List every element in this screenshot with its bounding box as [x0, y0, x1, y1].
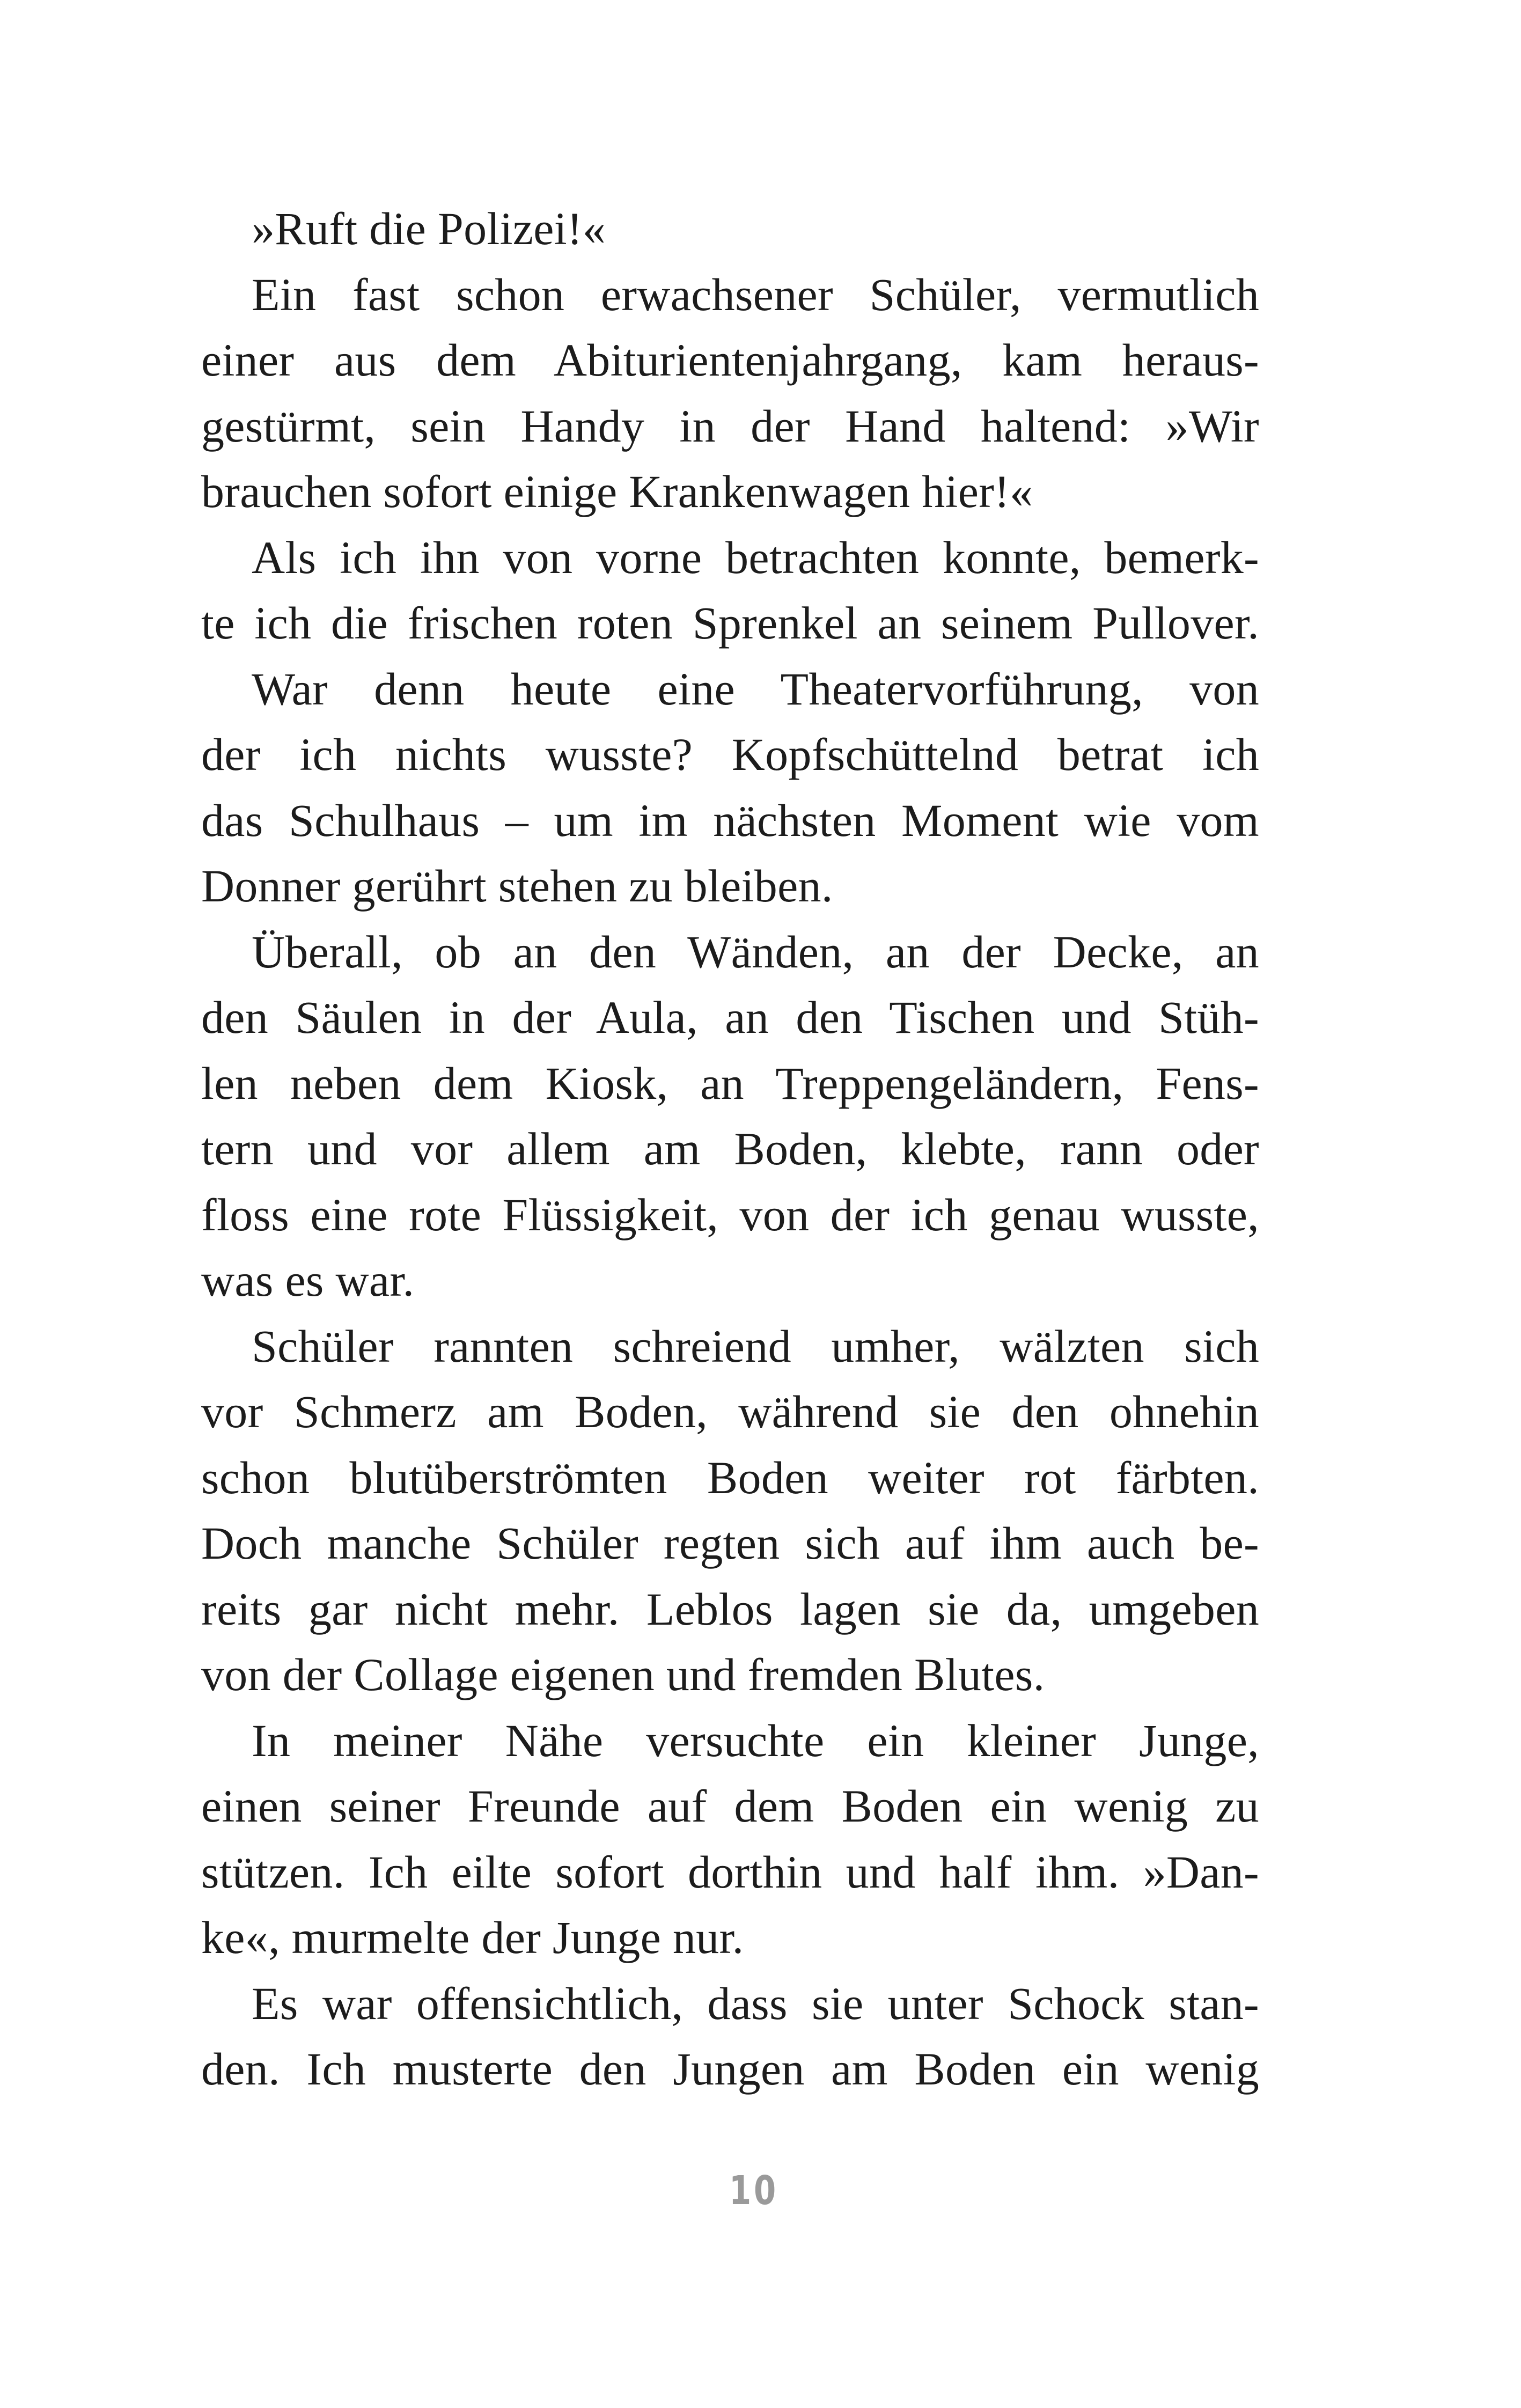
text-line: floss eine rote Flüssigkeit, von der ich genau wusste, — [201, 1188, 1259, 1240]
body-text — [201, 196, 1259, 2102]
page-number: 10 — [729, 2168, 778, 2214]
text-line: »Ruft die Polizei!« — [252, 203, 606, 254]
text-line: len neben dem Kiosk, an Treppengeländern, Fens- — [201, 1057, 1259, 1109]
text-line: War denn heute eine Theatervorführung, von — [252, 663, 1259, 715]
text-line: Doch manche Schüler regten sich auf ihm auch be- — [201, 1517, 1259, 1569]
text-line: ke«, murmelte der Junge nur. — [201, 1912, 744, 1963]
text-line: einen seiner Freunde auf dem Boden ein wenig zu — [201, 1780, 1259, 1832]
text-line: tern und vor allem am Boden, klebte, rann oder — [201, 1123, 1259, 1174]
text-line: Schüler rannten schreiend umher, wälzten sich — [252, 1320, 1259, 1372]
text-line: was es war. — [201, 1254, 415, 1306]
text-line: gestürmt, sein Handy in der Hand haltend: »Wir — [201, 400, 1259, 452]
text-line: den Säulen in der Aula, an den Tischen und Stüh- — [201, 992, 1259, 1043]
text-line: Donner gerührt stehen zu bleiben. — [201, 860, 833, 912]
text-line: einer aus dem Abiturientenjahrgang, kam heraus- — [201, 334, 1259, 386]
text-line: schon blutüberströmten Boden weiter rot färbten. — [201, 1451, 1259, 1503]
text-line: vor Schmerz am Boden, während sie den ohnehin — [201, 1386, 1259, 1437]
text-line: Überall, ob an den Wänden, an der Decke, an — [252, 926, 1259, 978]
text-line: In meiner Nähe versuchte ein kleiner Junge, — [252, 1714, 1259, 1766]
text-line: den. Ich musterte den Jungen am Boden ein wenig — [201, 2043, 1259, 2095]
text-line: stützen. Ich eilte sofort dorthin und half ihm. »Dan- — [201, 1846, 1259, 1898]
text-line: von der Collage eigenen und fremden Blutes. — [201, 1649, 1045, 1700]
text-line: Es war offensichtlich, dass sie unter Schock stan- — [252, 1977, 1259, 2029]
text-line: reits gar nicht mehr. Leblos lagen sie da, umgeben — [201, 1583, 1259, 1635]
text-line: Ein fast schon erwachsener Schüler, vermutlich — [252, 268, 1259, 320]
text-line: Als ich ihn von vorne betrachten konnte, bemerk- — [252, 531, 1259, 583]
text-line: das Schulhaus – um im nächsten Moment wie vom — [201, 794, 1259, 846]
text-line: der ich nichts wusste? Kopfschüttelnd betrat ich — [201, 729, 1259, 780]
text-line: te ich die frischen roten Sprenkel an seinem Pullover. — [201, 597, 1259, 649]
text-line: brauchen sofort einige Krankenwagen hier!« — [201, 466, 1033, 517]
